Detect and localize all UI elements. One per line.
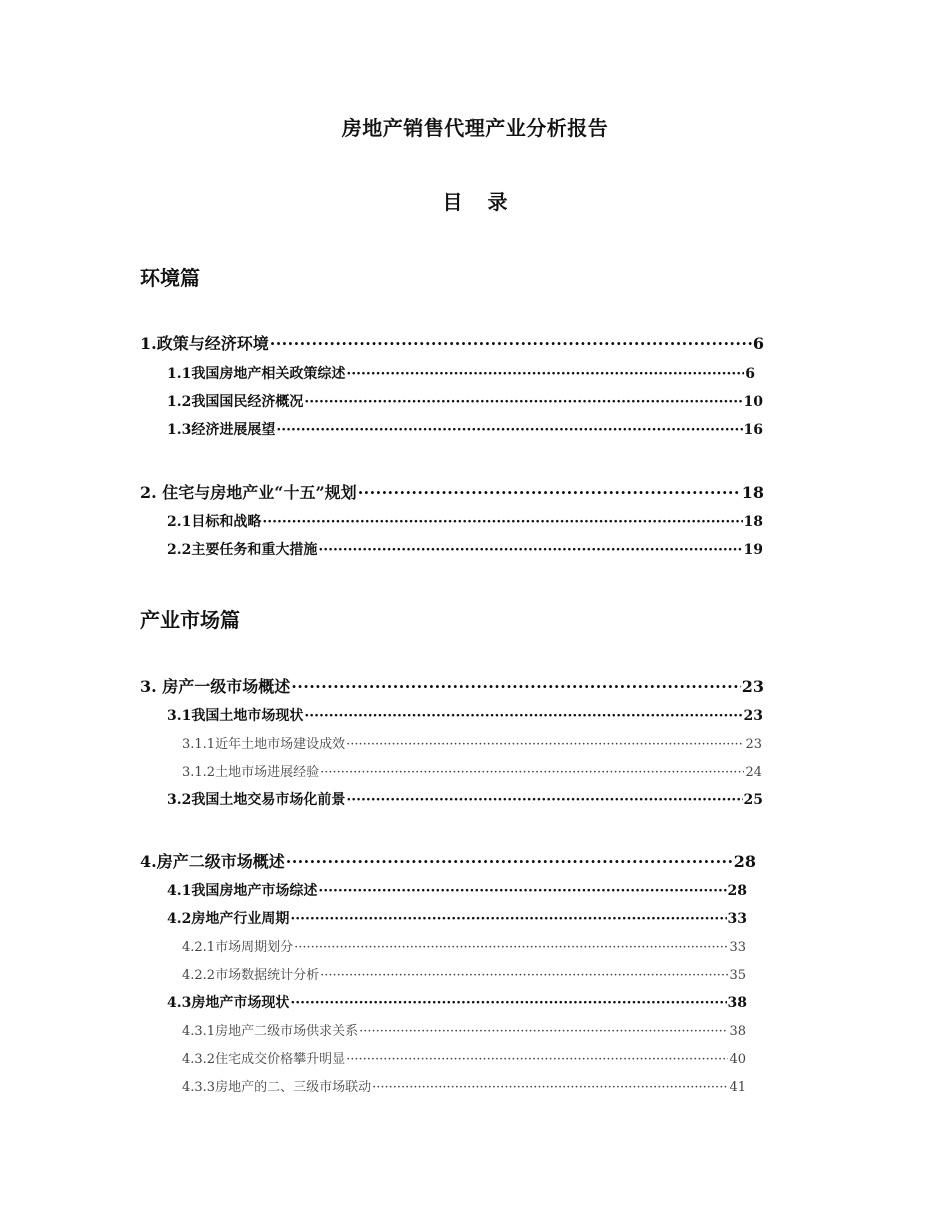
toc-entry-page: 35 xyxy=(729,968,746,983)
toc-entry[interactable] xyxy=(182,964,746,983)
toc-entry[interactable] xyxy=(167,992,747,1012)
toc-leader-dots xyxy=(318,542,742,558)
toc-leader-dots xyxy=(320,968,728,983)
toc-entry-label: 4.1我国房地产市场综述 xyxy=(167,883,318,899)
toc-leader-dots xyxy=(290,911,726,927)
toc-entry-label: 1.3经济进展展望 xyxy=(167,422,276,438)
toc-leader-dots xyxy=(291,677,740,696)
toc-entry[interactable] xyxy=(182,1076,746,1095)
toc-entry-label: 2.1目标和战略 xyxy=(167,514,262,530)
toc-entry-label: 4.2.2市场数据统计分析 xyxy=(182,968,320,983)
toc-entry-page: 19 xyxy=(743,542,763,558)
toc-entry-label: 1.1我国房地产相关政策综述 xyxy=(167,366,346,382)
toc-entry[interactable] xyxy=(182,1048,746,1067)
toc-entry[interactable] xyxy=(167,908,747,928)
toc-entry[interactable] xyxy=(167,880,747,900)
toc-entry-page: 18 xyxy=(743,514,763,530)
toc-entry-page: 18 xyxy=(741,483,764,502)
toc-entry-label: 3.1我国土地市场现状 xyxy=(167,708,304,724)
toc-entry-label: 1.2我国国民经济概况 xyxy=(167,394,304,410)
toc-entry-label: 3.1.1近年土地市场建设成效 xyxy=(182,737,346,752)
toc-leader-dots xyxy=(276,422,742,438)
toc-entry[interactable] xyxy=(140,331,764,354)
toc-entry-label: 4.3.3房地产的二、三级市场联动 xyxy=(182,1080,372,1095)
toc-entry-page: 28 xyxy=(727,883,747,899)
toc-entry[interactable] xyxy=(182,936,746,955)
toc-entry-label: 4.房产二级市场概述 xyxy=(140,852,285,871)
toc-leader-dots xyxy=(359,1024,728,1039)
toc-entry[interactable] xyxy=(167,363,755,383)
toc-entry-label: 2. 住宅与房地产业“十五”规划 xyxy=(140,483,357,502)
toc-leader-dots xyxy=(304,708,742,724)
toc-entry-page: 38 xyxy=(729,1024,746,1039)
toc-leader-dots xyxy=(346,792,742,808)
toc-entry[interactable] xyxy=(167,511,763,531)
toc-entry[interactable] xyxy=(140,849,756,872)
toc-leader-dots xyxy=(286,852,733,871)
toc-entry-label: 1.政策与经济环境 xyxy=(140,334,269,353)
toc-entry-page: 25 xyxy=(743,792,763,808)
toc-entry-page: 23 xyxy=(745,737,762,752)
toc-entry-page: 33 xyxy=(727,911,747,927)
toc-entry[interactable] xyxy=(167,539,763,559)
section-heading-environment: 环境篇 xyxy=(140,266,200,290)
section-heading-industry-market: 产业市场篇 xyxy=(140,608,240,632)
toc-entry-page: 6 xyxy=(745,366,755,382)
toc-leader-dots xyxy=(346,737,744,752)
document-title: 房地产销售代理产业分析报告 xyxy=(341,116,609,140)
toc-entry-page: 23 xyxy=(741,677,764,696)
toc-leader-dots xyxy=(318,883,726,899)
toc-leader-dots xyxy=(270,334,752,353)
toc-entry[interactable] xyxy=(167,705,763,725)
toc-entry[interactable] xyxy=(167,419,763,439)
toc-entry-label: 4.3.1房地产二级市场供求关系 xyxy=(182,1024,359,1039)
toc-entry-label: 4.3房地产市场现状 xyxy=(167,995,290,1011)
toc-heading: 目 录 xyxy=(442,190,508,214)
toc-leader-dots xyxy=(320,765,744,780)
toc-entry-label: 4.2房地产行业周期 xyxy=(167,911,290,927)
toc-entry-page: 28 xyxy=(733,852,756,871)
toc-entry[interactable] xyxy=(182,1020,746,1039)
toc-entry[interactable] xyxy=(182,761,762,780)
toc-entry-page: 10 xyxy=(743,394,763,410)
toc-entry-page: 38 xyxy=(727,995,747,1011)
toc-entry-page: 33 xyxy=(729,940,746,955)
toc-entry-label: 2.2主要任务和重大措施 xyxy=(167,542,318,558)
toc-leader-dots xyxy=(358,483,741,502)
toc-entry-label: 3.1.2土地市场进展经验 xyxy=(182,765,320,780)
toc-leader-dots xyxy=(304,394,742,410)
toc-leader-dots xyxy=(262,514,742,530)
toc-entry[interactable] xyxy=(140,674,764,697)
toc-leader-dots xyxy=(346,366,744,382)
toc-entry[interactable] xyxy=(140,480,764,503)
toc-entry[interactable] xyxy=(167,391,763,411)
toc-leader-dots xyxy=(372,1080,728,1095)
toc-entry-label: 4.2.1市场周期划分 xyxy=(182,940,294,955)
toc-entry-page: 6 xyxy=(752,334,764,353)
toc-entry[interactable] xyxy=(182,733,762,752)
toc-entry-page: 24 xyxy=(745,765,762,780)
toc-leader-dots xyxy=(294,940,728,955)
toc-entry-page: 23 xyxy=(743,708,763,724)
toc-entry-label: 4.3.2住宅成交价格攀升明显 xyxy=(182,1052,346,1067)
toc-entry[interactable] xyxy=(167,789,763,809)
toc-entry-page: 16 xyxy=(743,422,763,438)
toc-entry-label: 3.2我国土地交易市场化前景 xyxy=(167,792,346,808)
toc-leader-dots xyxy=(346,1052,728,1067)
toc-entry-page: 40 xyxy=(729,1052,746,1067)
toc-leader-dots xyxy=(290,995,726,1011)
toc-entry-page: 41 xyxy=(729,1080,746,1095)
toc-entry-label: 3. 房产一级市场概述 xyxy=(140,677,291,696)
